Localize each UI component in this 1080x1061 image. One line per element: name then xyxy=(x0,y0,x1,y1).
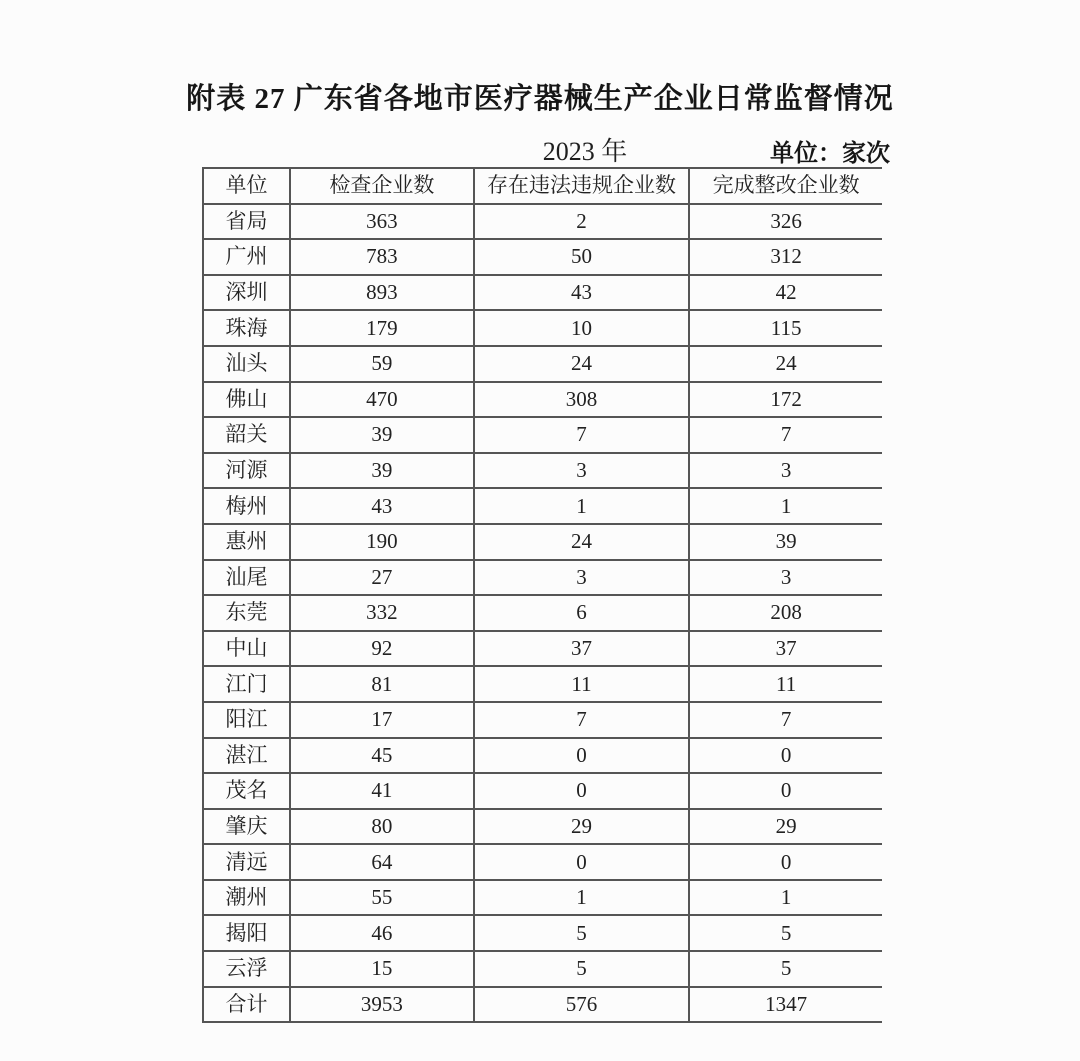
value-cell: 326 xyxy=(689,204,882,240)
unit-cell: 云浮 xyxy=(203,951,290,987)
value-cell: 24 xyxy=(474,524,689,560)
value-cell: 11 xyxy=(689,666,882,702)
supervision-table xyxy=(202,167,882,1023)
value-cell: 37 xyxy=(689,631,882,667)
table-row xyxy=(203,809,882,845)
table-header-row xyxy=(203,168,882,204)
unit-cell: 惠州 xyxy=(203,524,290,560)
value-cell: 7 xyxy=(474,702,689,738)
value-cell: 363 xyxy=(290,204,474,240)
value-cell: 0 xyxy=(689,773,882,809)
value-cell: 0 xyxy=(689,738,882,774)
value-cell: 80 xyxy=(290,809,474,845)
value-cell: 3 xyxy=(474,453,689,489)
table-row xyxy=(203,453,882,489)
value-cell: 190 xyxy=(290,524,474,560)
unit-cell: 梅州 xyxy=(203,488,290,524)
table-row xyxy=(203,773,882,809)
table-row xyxy=(203,310,882,346)
value-cell: 470 xyxy=(290,382,474,418)
value-cell: 1 xyxy=(689,880,882,916)
value-cell: 41 xyxy=(290,773,474,809)
value-cell: 81 xyxy=(290,666,474,702)
unit-cell: 江门 xyxy=(203,666,290,702)
subtitle-row xyxy=(202,131,890,167)
table-row xyxy=(203,346,882,382)
value-cell: 115 xyxy=(689,310,882,346)
unit-cell: 茂名 xyxy=(203,773,290,809)
value-cell: 3 xyxy=(689,560,882,596)
unit-cell: 阳江 xyxy=(203,702,290,738)
unit-cell: 湛江 xyxy=(203,738,290,774)
value-cell: 308 xyxy=(474,382,689,418)
value-cell: 6 xyxy=(474,595,689,631)
value-cell: 17 xyxy=(290,702,474,738)
unit-cell: 河源 xyxy=(203,453,290,489)
unit-cell: 汕头 xyxy=(203,346,290,382)
unit-cell: 清远 xyxy=(203,844,290,880)
value-cell: 46 xyxy=(290,915,474,951)
value-cell: 59 xyxy=(290,346,474,382)
table-row xyxy=(203,560,882,596)
table-row xyxy=(203,666,882,702)
value-cell: 1347 xyxy=(689,987,882,1023)
unit-cell: 珠海 xyxy=(203,310,290,346)
value-cell: 24 xyxy=(474,346,689,382)
table-row xyxy=(203,702,882,738)
value-cell: 29 xyxy=(689,809,882,845)
unit-label: 单位：家次 xyxy=(770,141,890,167)
unit-cell: 合计 xyxy=(203,987,290,1023)
table-row xyxy=(203,631,882,667)
table-row xyxy=(203,204,882,240)
table-row xyxy=(203,595,882,631)
table-row xyxy=(203,738,882,774)
column-header-inspected: 检查企业数 xyxy=(290,168,474,204)
value-cell: 0 xyxy=(689,844,882,880)
value-cell: 5 xyxy=(689,915,882,951)
value-cell: 2 xyxy=(474,204,689,240)
value-cell: 55 xyxy=(290,880,474,916)
value-cell: 1 xyxy=(474,880,689,916)
value-cell: 45 xyxy=(290,738,474,774)
value-cell: 179 xyxy=(290,310,474,346)
table-row xyxy=(203,488,882,524)
value-cell: 5 xyxy=(474,915,689,951)
unit-cell: 揭阳 xyxy=(203,915,290,951)
value-cell: 64 xyxy=(290,844,474,880)
value-cell: 0 xyxy=(474,844,689,880)
year-label: 2023 年 xyxy=(542,137,628,166)
value-cell: 11 xyxy=(474,666,689,702)
table-row xyxy=(203,915,882,951)
column-header-violations: 存在违法违规企业数 xyxy=(474,168,689,204)
unit-cell: 佛山 xyxy=(203,382,290,418)
table-row xyxy=(203,524,882,560)
unit-cell: 深圳 xyxy=(203,275,290,311)
column-header-unit: 单位 xyxy=(203,168,290,204)
table-body xyxy=(203,204,882,1023)
table-row-total xyxy=(203,987,882,1023)
value-cell: 576 xyxy=(474,987,689,1023)
unit-cell: 潮州 xyxy=(203,880,290,916)
table-row xyxy=(203,275,882,311)
table-row xyxy=(203,382,882,418)
page-title: 附表 27 广东省各地市医疗器械生产企业日常监督情况 xyxy=(186,83,894,115)
value-cell: 7 xyxy=(689,702,882,738)
value-cell: 39 xyxy=(689,524,882,560)
value-cell: 312 xyxy=(689,239,882,275)
value-cell: 1 xyxy=(474,488,689,524)
value-cell: 0 xyxy=(474,738,689,774)
unit-cell: 韶关 xyxy=(203,417,290,453)
value-cell: 0 xyxy=(474,773,689,809)
value-cell: 208 xyxy=(689,595,882,631)
value-cell: 5 xyxy=(474,951,689,987)
value-cell: 1 xyxy=(689,488,882,524)
table-row xyxy=(203,417,882,453)
value-cell: 3 xyxy=(474,560,689,596)
value-cell: 43 xyxy=(290,488,474,524)
value-cell: 42 xyxy=(689,275,882,311)
value-cell: 5 xyxy=(689,951,882,987)
unit-cell: 汕尾 xyxy=(203,560,290,596)
value-cell: 783 xyxy=(290,239,474,275)
value-cell: 172 xyxy=(689,382,882,418)
value-cell: 39 xyxy=(290,453,474,489)
value-cell: 7 xyxy=(689,417,882,453)
value-cell: 37 xyxy=(474,631,689,667)
value-cell: 3 xyxy=(689,453,882,489)
value-cell: 332 xyxy=(290,595,474,631)
value-cell: 39 xyxy=(290,417,474,453)
value-cell: 27 xyxy=(290,560,474,596)
table-row xyxy=(203,239,882,275)
value-cell: 10 xyxy=(474,310,689,346)
value-cell: 15 xyxy=(290,951,474,987)
table-row xyxy=(203,880,882,916)
unit-cell: 东莞 xyxy=(203,595,290,631)
table-row xyxy=(203,844,882,880)
unit-cell: 省局 xyxy=(203,204,290,240)
value-cell: 24 xyxy=(689,346,882,382)
value-cell: 3953 xyxy=(290,987,474,1023)
unit-cell: 中山 xyxy=(203,631,290,667)
value-cell: 92 xyxy=(290,631,474,667)
value-cell: 7 xyxy=(474,417,689,453)
value-cell: 50 xyxy=(474,239,689,275)
table-row xyxy=(203,951,882,987)
value-cell: 893 xyxy=(290,275,474,311)
value-cell: 43 xyxy=(474,275,689,311)
column-header-rectified: 完成整改企业数 xyxy=(689,168,882,204)
value-cell: 29 xyxy=(474,809,689,845)
unit-cell: 肇庆 xyxy=(203,809,290,845)
unit-cell: 广州 xyxy=(203,239,290,275)
